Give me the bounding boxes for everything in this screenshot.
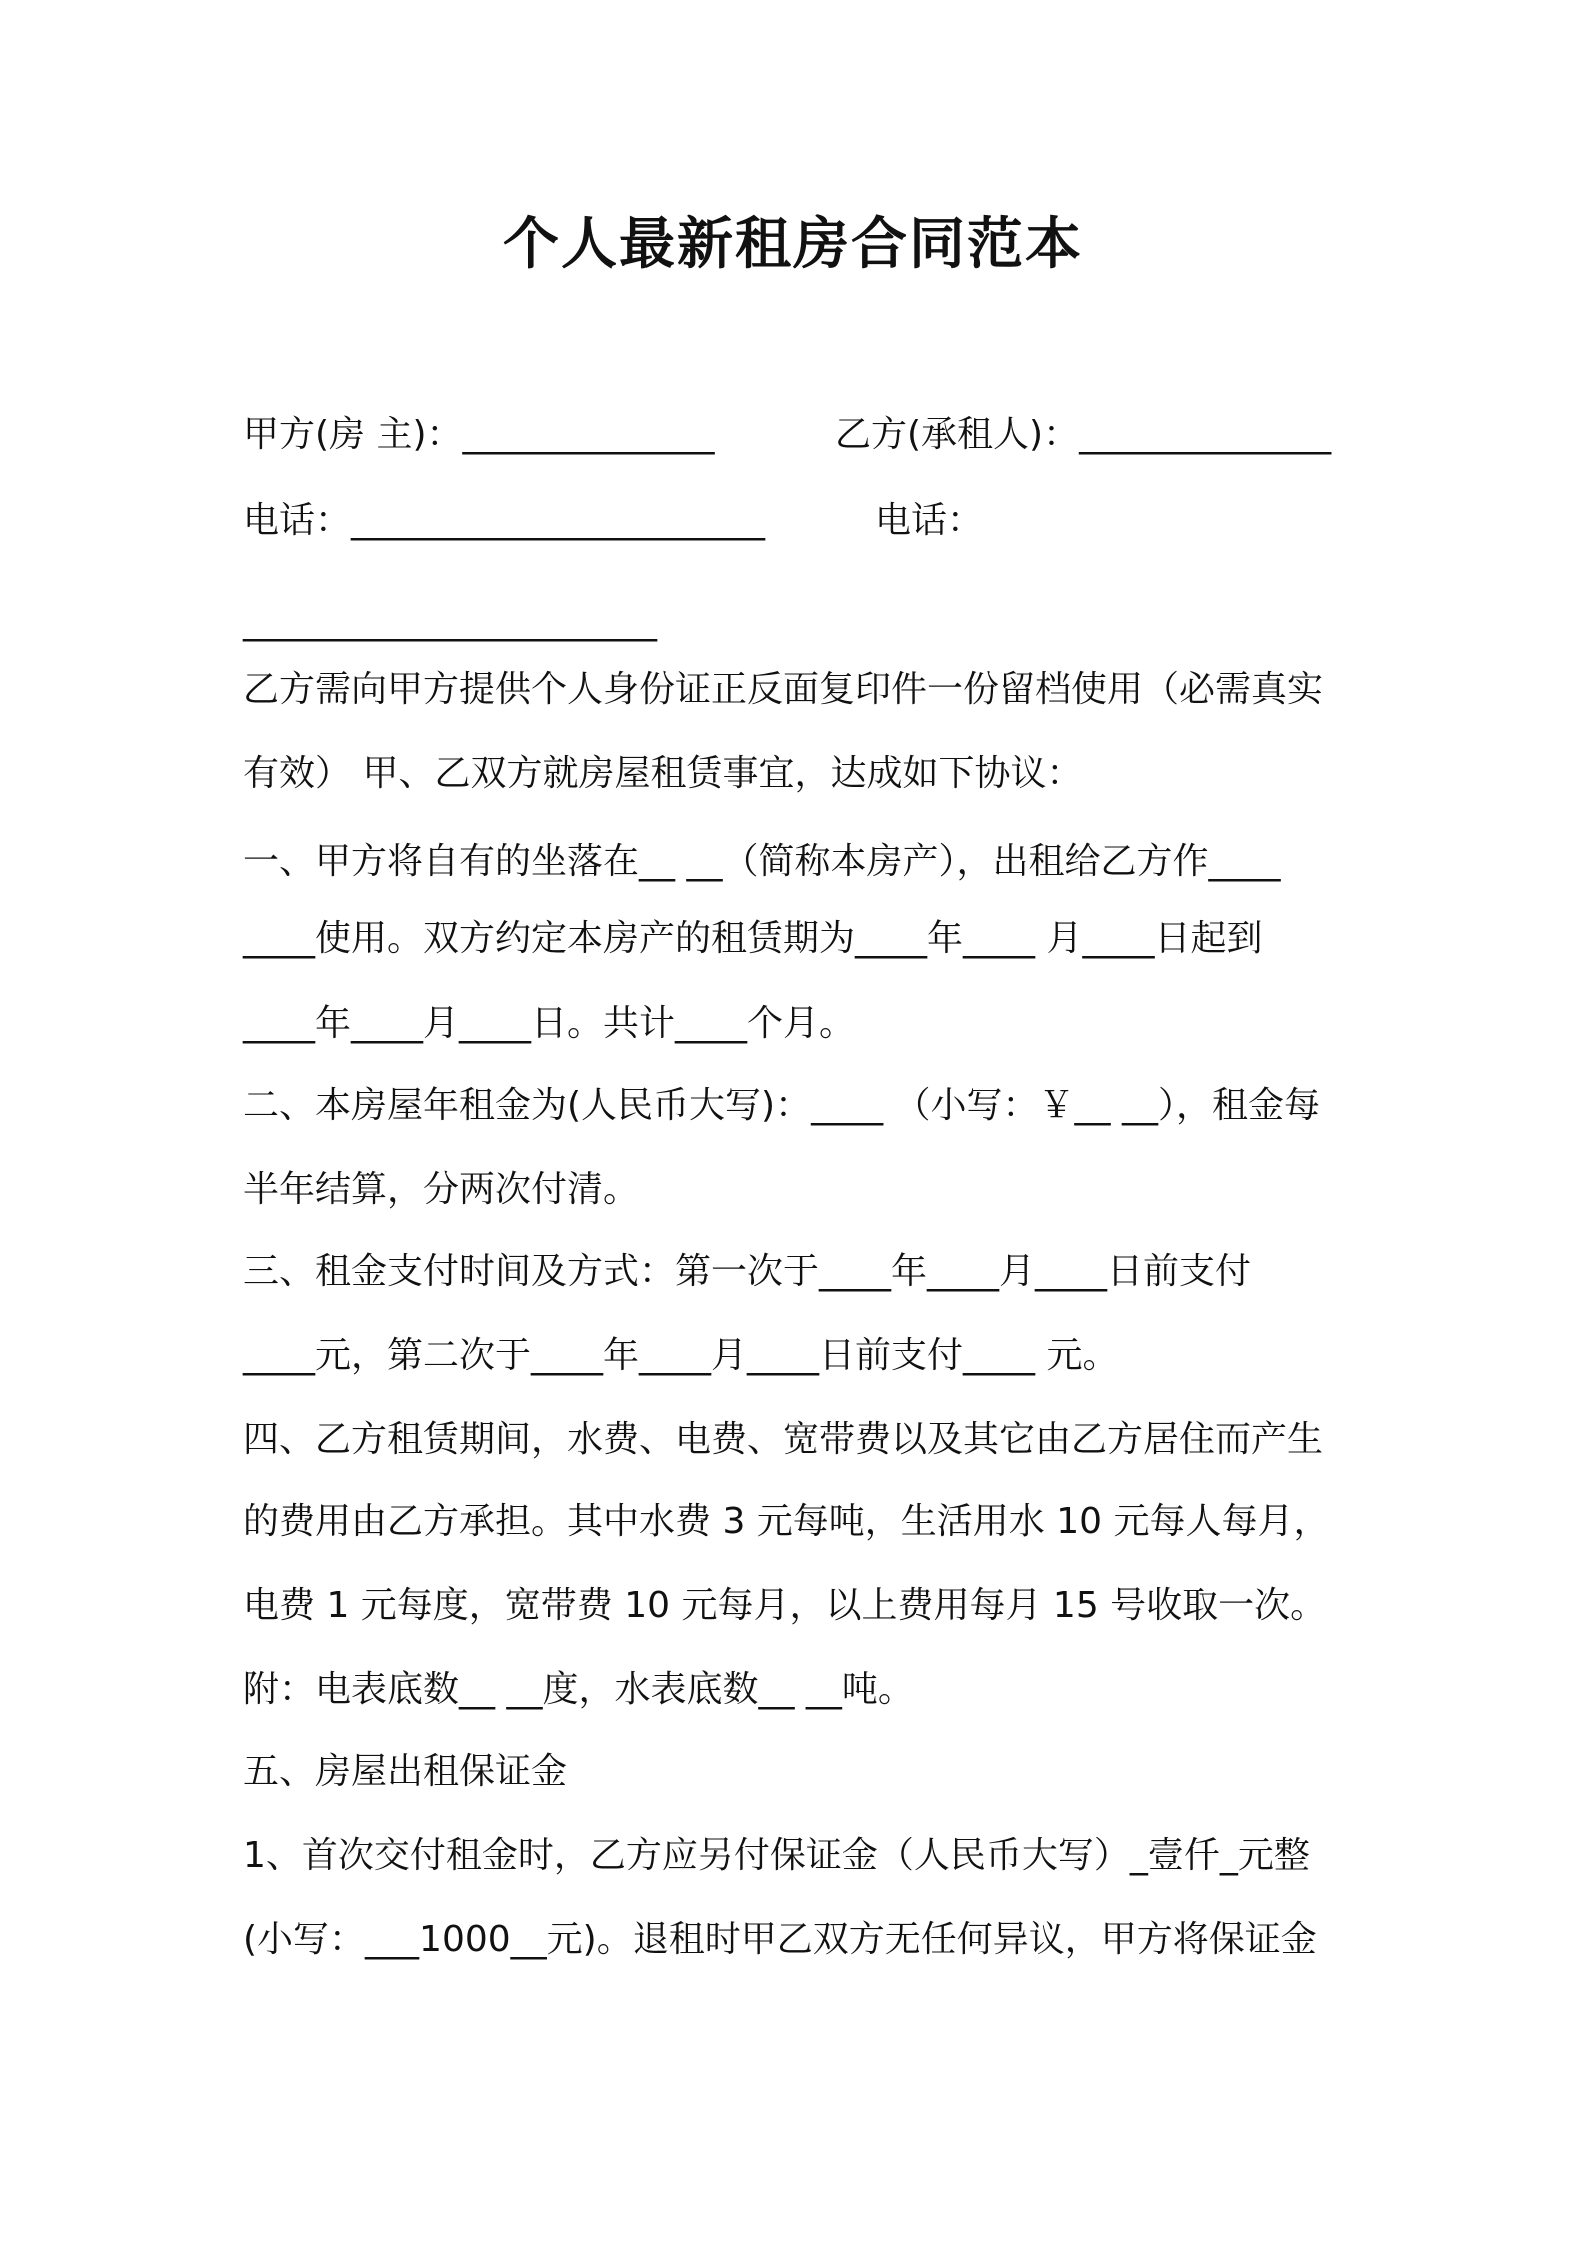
phone-b-blank: _______________________ bbox=[243, 601, 657, 642]
paragraph-line: (小写：___1000__元)。退租时甲乙双方无任何异议，甲方将保证金 bbox=[243, 1919, 1317, 1960]
document-title: 个人最新租房合同范本 bbox=[503, 212, 1083, 277]
paragraph-line: 二、本房屋年租金为(人民币大写)：____ （小写：￥__ __），租金每 bbox=[243, 1085, 1320, 1126]
section-heading: 五、房屋出租保证金 bbox=[243, 1751, 568, 1792]
paragraph-line: 半年结算，分两次付清。 bbox=[243, 1169, 640, 1210]
paragraph-line: ____年____月____日。共计____个月。 bbox=[243, 1003, 856, 1044]
paragraph-line: 一、甲方将自有的坐落在__ __（简称本房产），出租给乙方作____ bbox=[243, 841, 1281, 882]
party-b-field: 乙方(承租人)：______________ bbox=[835, 414, 1332, 455]
paragraph-line: 三、租金支付时间及方式：第一次于____年____月____日前支付 bbox=[243, 1251, 1252, 1292]
phone-b-field: 电话： bbox=[875, 500, 984, 541]
paragraph-line: 附：电表底数__ __度，水表底数__ __吨。 bbox=[243, 1669, 914, 1710]
paragraph-line: ____使用。双方约定本房产的租赁期为____年____ 月____日起到 bbox=[243, 918, 1263, 959]
paragraph-line: 有效） 甲、乙双方就房屋租赁事宜，达成如下协议： bbox=[243, 753, 1083, 794]
paragraph-line: 电费 1 元每度，宽带费 10 元每月，以上费用每月 15 号收取一次。 bbox=[243, 1585, 1327, 1626]
paragraph-line: 1、首次交付租金时，乙方应另付保证金（人民币大写）_壹仟_元整 bbox=[243, 1835, 1310, 1876]
paragraph-line: 乙方需向甲方提供个人身份证正反面复印件一份留档使用（必需真实 bbox=[243, 669, 1324, 710]
phone-a-field: 电话：_______________________ bbox=[243, 500, 766, 541]
paragraph-line: ____元，第二次于____年____月____日前支付____ 元。 bbox=[243, 1335, 1119, 1376]
party-a-field: 甲方(房 主)：______________ bbox=[243, 414, 715, 455]
paragraph-line: 四、乙方租赁期间，水费、电费、宽带费以及其它由乙方居住而产生 bbox=[243, 1419, 1324, 1460]
paragraph-line: 的费用由乙方承担。其中水费 3 元每吨，生活用水 10 元每人每月， bbox=[243, 1501, 1330, 1542]
